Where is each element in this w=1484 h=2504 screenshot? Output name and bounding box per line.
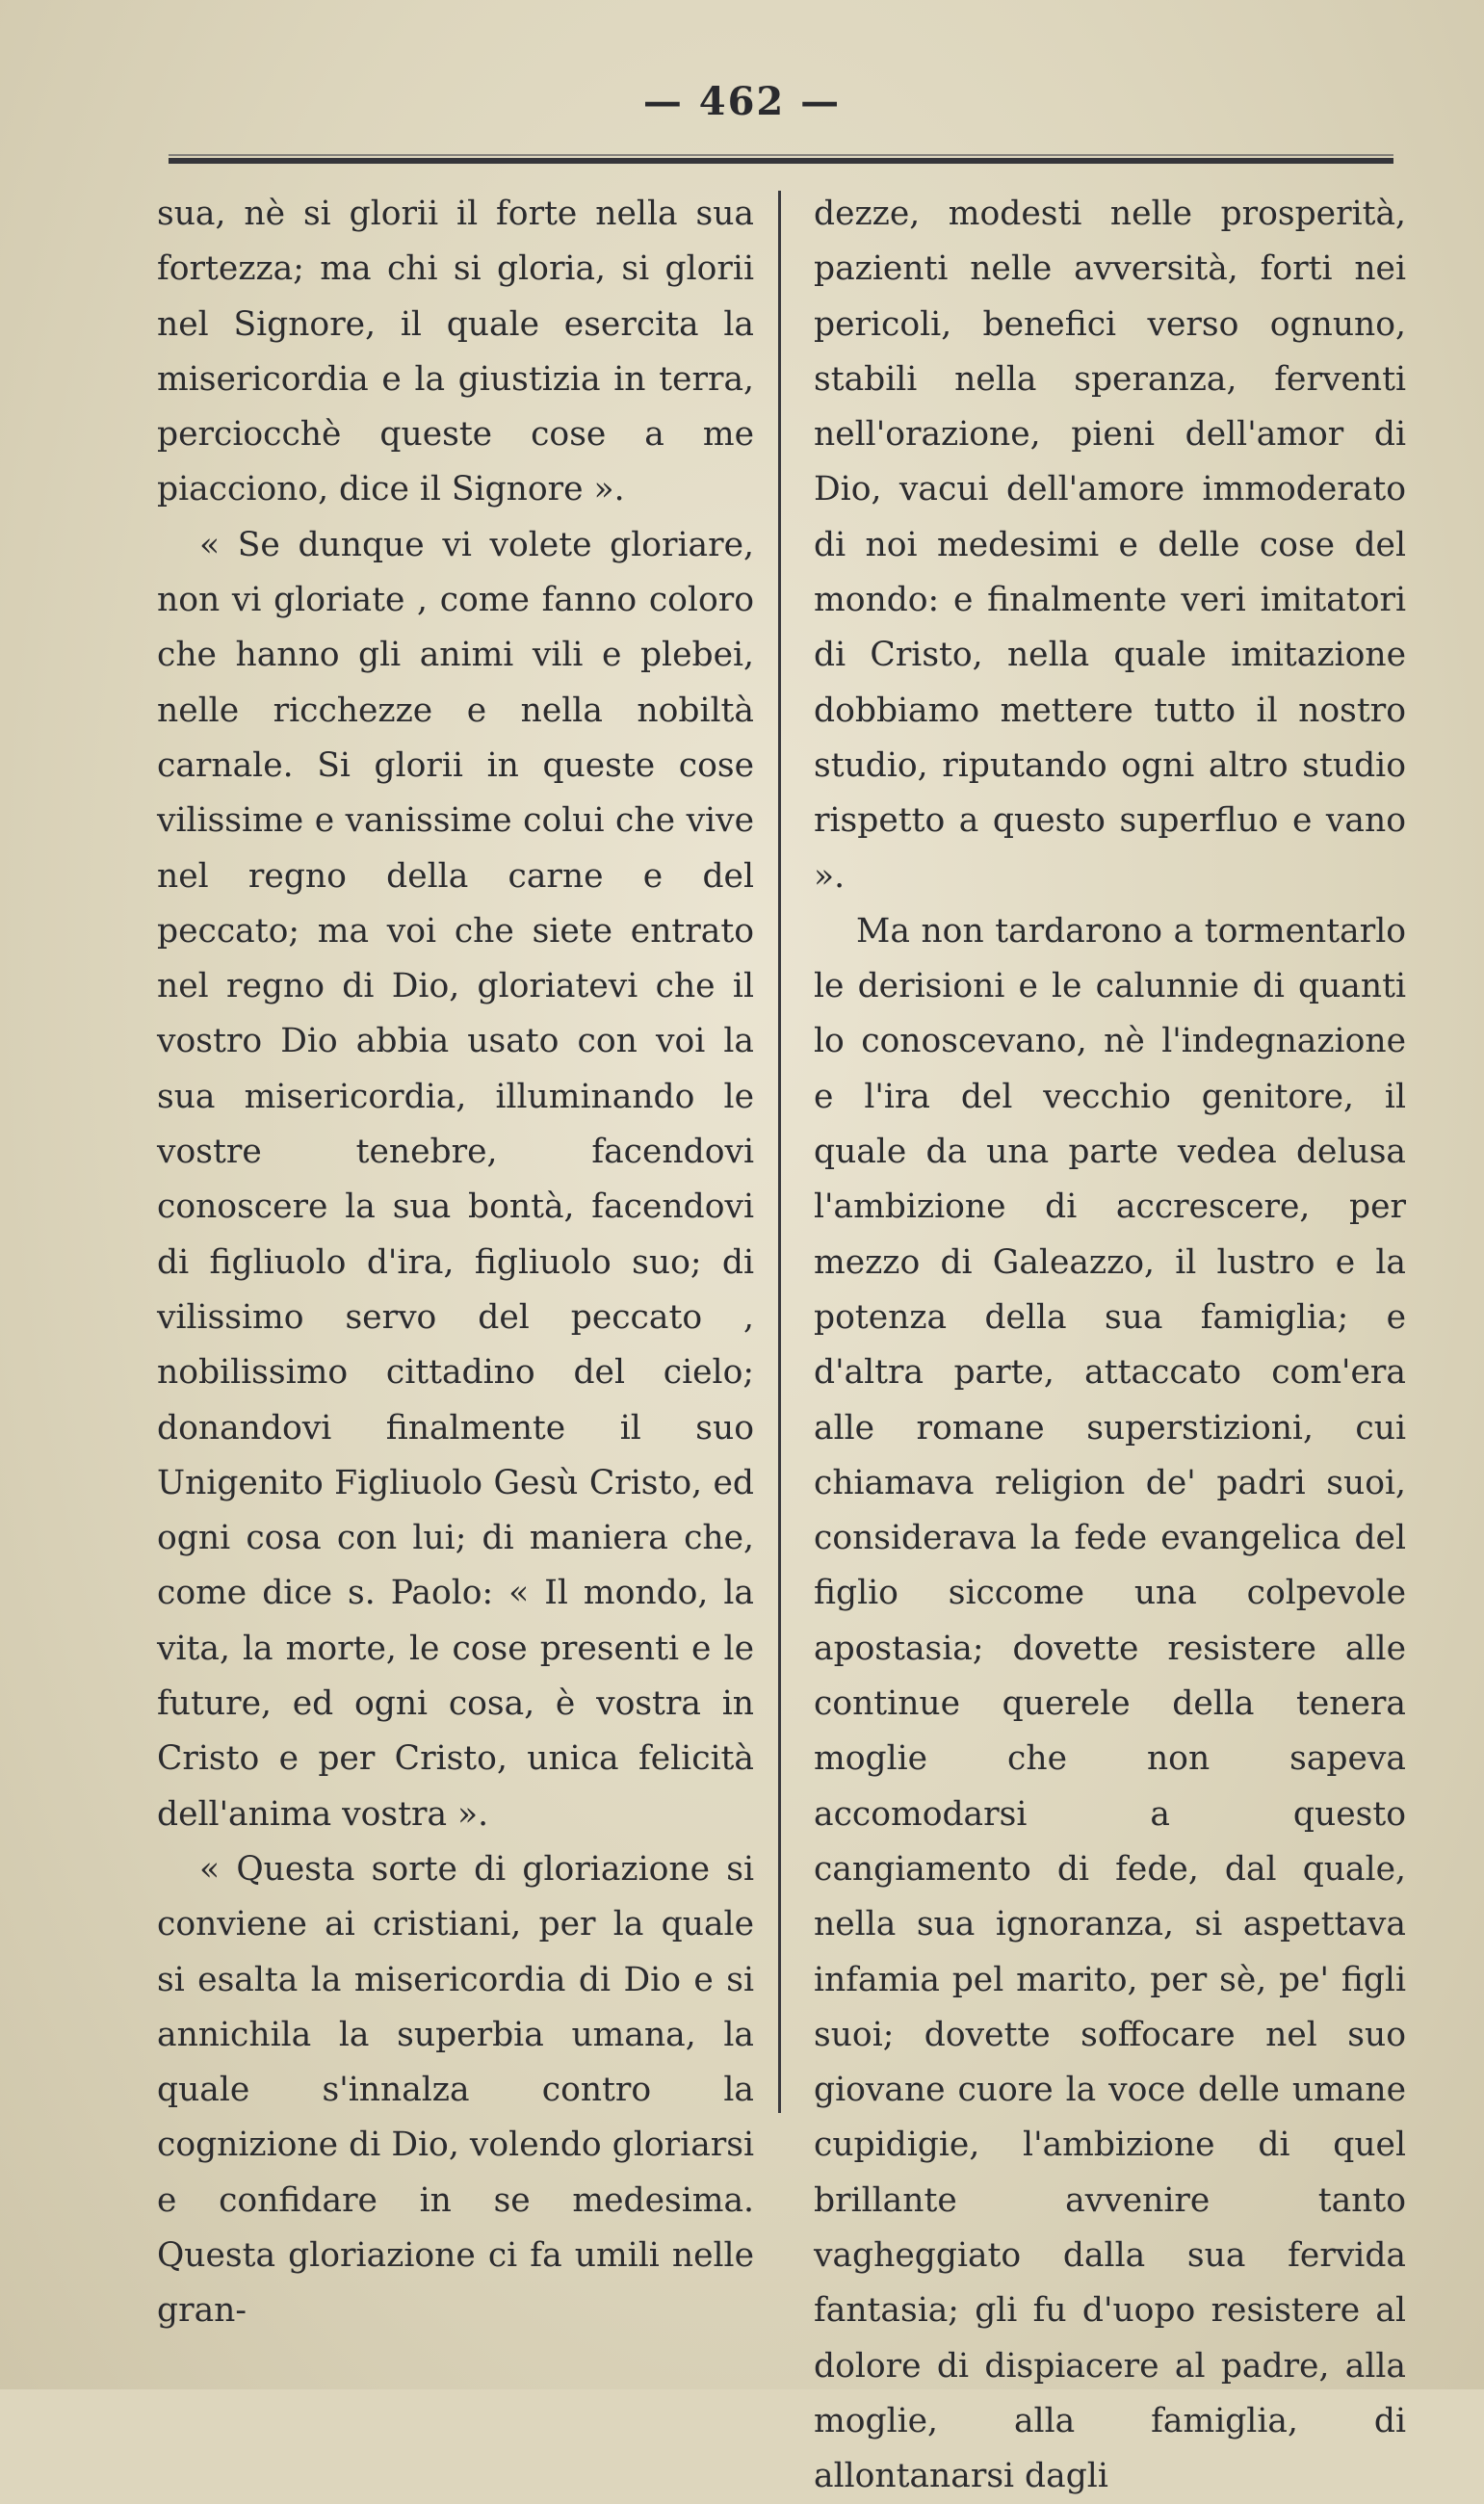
right-paragraph-2: Ma non tardarono a tormentarlo le derisioni e le calunnie di quanti lo conoscevano, nè l'indegnazione e l'ira del vecchio genitore, il quale da una parte vedea delusa l'ambizione di accrescere, per mezzo di Galeazzo, il lustro e la potenza della sua famiglia; e d'altra parte, attaccato com'era alle romane superstizioni, cui chiamava religion de' padri suoi, considerava la fede evangelica del figlio siccome una colpevole apostasia; dovette resistere alle continue querele della tenera moglie che non sapeva accomodarsi a questo cangiamento di fede, dal quale, nella sua ignoranza, si aspettava infamia pel marito, per sè, pe' figli suoi; dovette soffocare nel suo giovane cuore la voce delle umane cupidigie, l'ambizione di quel brillante avvenire tanto vagheggiato dalla sua fervida fantasia; gli fu d'uopo resistere al dolore di dispiacere al padre, alla moglie, alla famiglia, di allontanarsi dagli [814,911,1406,2496]
right-column [814,187,1406,2504]
left-column [157,187,754,2339]
page-number: — 462 — [642,79,842,124]
header-rule-thin [169,154,1393,156]
header-rule [169,154,1393,166]
left-paragraph-3: « Questa sorte di gloriazione si conviene ai cristiani, per la quale si esalta la misericordia di Dio e si annichila la superbia umana, la quale s'innalza contro la cognizione di Dio, volendo gloriarsi e confidare in se medesima. Questa gloriazione ci fa umili nelle gran- [157,1849,754,2331]
right-paragraph-1: dezze, modesti nelle prosperità, pazienti nelle avversità, forti nei pericoli, benefici verso ognuno, stabili nella speranza, ferventi nell'orazione, pieni dell'amor di Dio, vacui dell'amore immoderato di noi medesimi e delle cose del mondo: e finalmente veri imitatori di Cristo, nella quale imitazione dobbiamo mettere tutto il nostro studio, riputando ogni altro studio rispetto a questo superfluo e vano ». [814,195,1406,896]
header-rule-thick [169,158,1393,164]
column-divider [778,191,781,2113]
left-paragraph-1: sua, nè si glorii il forte nella sua fortezza; ma chi si gloria, si glorii nel Signore, il quale esercita la misericordia e la giustizia in terra, perciocchè queste cose a me piacciono, dice il Signore ». [157,195,754,509]
left-paragraph-2: « Se dunque vi volete gloriare, non vi gloriate , come fanno coloro che hanno gli animi vili e plebei, nelle ricchezze e nella nobiltà carnale. Si glorii in queste cose vilissime e vanissime colui che vive nel regno della carne e del peccato; ma voi che siete entrato nel regno di Dio, gloriatevi che il vostro Dio abbia usato con voi la sua misericordia, illuminando le vostre tenebre, facendovi conoscere la sua bontà, facendovi di figliuolo d'ira, figliuolo suo; di vilissimo servo del peccato , nobilissimo cittadino del cielo; donandovi finalmente il suo Unigenito Figliuolo Gesù Cristo, ed ogni cosa con lui; di maniera che, come dice s. Paolo: « Il mondo, la vita, la morte, le cose presenti e le future, ed ogni cosa, è vostra in Cristo e per Cristo, unica felicità dell'anima vostra ». [157,525,754,1834]
